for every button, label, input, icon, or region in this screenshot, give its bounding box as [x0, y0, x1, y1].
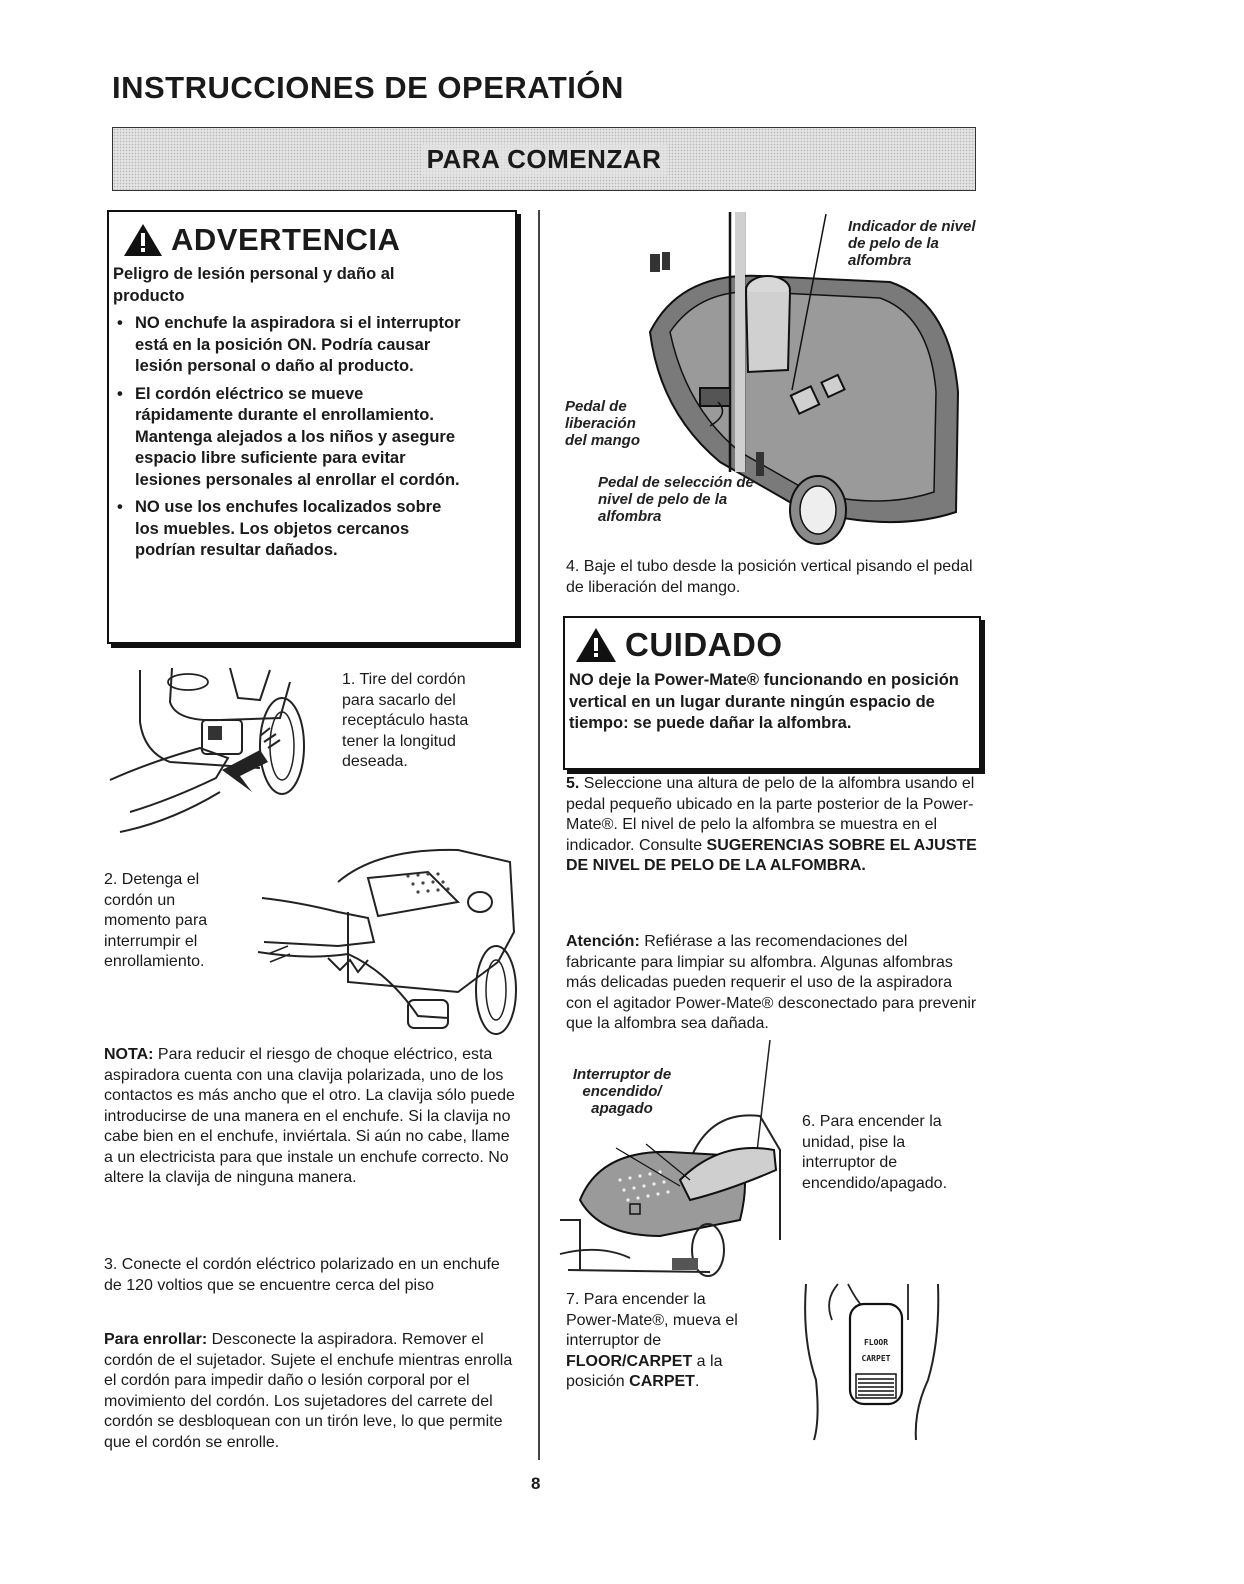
- cuidado-header: [575, 626, 979, 664]
- power-switch-illustration: [560, 1040, 790, 1280]
- step-5-paragraph: [566, 774, 978, 877]
- advertencia-item: • NO enchufe la aspiradora si el interruptor está en la posición ON. Podría causar lesión personal o daño al producto.: [113, 313, 463, 378]
- label-pedal-seleccion: Pedal de selección de nivel de pelo de la alfombra: [598, 474, 754, 525]
- warning-triangle-icon: [575, 627, 617, 663]
- nota-text: Para reducir el riesgo de choque eléctrico, esta aspiradora cuenta con una clavija polarizada, uno de los contactos es más ancho que el otro. La clavija sólo puede introducirse de una manera en el enchufe. Si la clavija no cabe bien en el enchufe, inviértala. Si aún no cabe, llame a un electricista para que instale un enchufe correcto. No altere la clavija de ninguna manera.: [104, 1046, 515, 1186]
- step-1-text: 1. Tire del cordón para sacarlo del receptáculo hasta tener la longitud deseada.: [342, 671, 469, 770]
- atencion-paragraph: [566, 932, 978, 1035]
- advertencia-box: [107, 210, 517, 644]
- page-number: 8: [531, 1474, 541, 1493]
- step-7-paragraph: [566, 1290, 756, 1393]
- advertencia-heading: ADVERTENCIA: [171, 222, 401, 257]
- column-divider: [538, 210, 540, 1460]
- enrollar-text: Desconecte la aspiradora. Remover el cordón de el sujetador. Sujete el enchufe mientras enrolla el cordón para impedir daño o lesión corporal por el movimiento del cordón. Los sujetadores del carrete del cordón se desbloquean con un tirón leve, lo que permite que el cordón se enrolle.: [104, 1331, 513, 1451]
- step-7-floor-carpet: FLOOR/CARPET: [566, 1352, 693, 1370]
- atencion-text: Refiérase a las recomendaciones del fabricante para limpiar su alfombra. Algunas alfombras más delicadas pueden requerir el uso de la aspiradora con el agitador Power-Mate® desconectado para prevenir que la alfombra sea dañada.: [566, 933, 977, 1032]
- step-7-text-c: .: [694, 1373, 700, 1390]
- step-5-text: Seleccione una altura de pelo de la alfombra usando el pedal pequeño ubicado en la parte posterior de la Power-Mate®. El nivel de pelo la alfombra se muestra en el indicador. Consulte: [566, 775, 975, 854]
- step-7-carpet: CARPET: [629, 1373, 695, 1390]
- label-interruptor: Interruptor de encendido/ apagado: [572, 1066, 672, 1117]
- label-pedal-liberacion: Pedal de liberación del mango: [565, 398, 641, 449]
- enrollar-label: Para enrollar:: [104, 1331, 208, 1348]
- section-banner: [112, 127, 976, 191]
- floor-carpet-switch-illustration: [798, 1280, 943, 1442]
- step-7-text: 7. Para encender la Power-Mate®, mueva el interruptor de: [566, 1291, 738, 1349]
- cuidado-heading: CUIDADO: [625, 626, 783, 663]
- atencion-label: Atención:: [566, 933, 640, 950]
- warning-triangle-icon: [123, 223, 163, 257]
- enrollar-paragraph: [104, 1330, 516, 1453]
- step-7-text-b: a la posición: [566, 1352, 723, 1390]
- step-3-text: 3. Conecte el cordón eléctrico polarizado en un enchufe de 120 voltios que se encuentre cerca del piso: [104, 1256, 500, 1294]
- step-5-reference: SUGERENCIAS SOBRE EL AJUSTE DE NIVEL DE PELO DE LA ALFOMBRA.: [566, 836, 977, 874]
- switch-carpet-label: CARPET: [861, 1354, 891, 1363]
- nota-paragraph: [104, 1045, 516, 1189]
- step-5-number: 5.: [566, 775, 580, 792]
- label-indicador-nivel: Indicador de nivel de pelo de la alfombra: [848, 218, 976, 269]
- switch-floor-label: FLOOR: [863, 1338, 889, 1347]
- page-title: INSTRUCCIONES DE OPERATIÓN: [112, 70, 624, 105]
- step-6-text: 6. Para encender la unidad, pise la interruptor de encendido/apagado.: [802, 1113, 948, 1192]
- advertencia-item: • El cordón eléctrico se mueve rápidamente durante el enrollamiento. Mantenga alejados a los niños y asegure espacio libre suficiente para evitar lesiones personales al enrollar el cordón.: [113, 384, 463, 492]
- step-2-text: 2. Detenga el cordón un momento para interrumpir el enrollamiento.: [104, 871, 208, 970]
- cuidado-text: NO deje la Power-Mate® funcionando en posición vertical en un lugar durante ningún espacio de tiempo: se puede dañar la alfombra.: [569, 671, 959, 732]
- advertencia-list: [113, 313, 463, 562]
- cord-pull-illustration: [110, 662, 340, 842]
- advertencia-item: • NO use los enchufes localizados sobre los muebles. Los objetos cercanos podrían resultar dañados.: [113, 497, 463, 562]
- nota-label: NOTA:: [104, 1046, 154, 1063]
- advertencia-header: [123, 222, 515, 258]
- step-4-text: 4. Baje el tubo desde la posición vertical pisando el pedal de liberación del mango.: [566, 558, 973, 596]
- section-banner-label: PARA COMENZAR: [421, 144, 668, 175]
- cord-stop-illustration: [258, 842, 520, 1040]
- advertencia-intro: Peligro de lesión personal y daño al producto: [113, 265, 395, 305]
- cuidado-box: [563, 616, 981, 770]
